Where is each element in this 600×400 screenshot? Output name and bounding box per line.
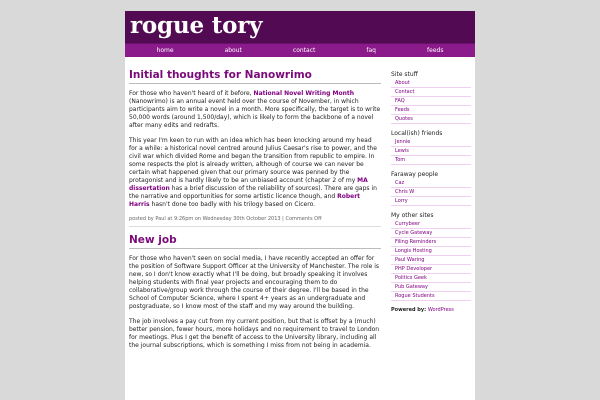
list-item <box>391 238 471 247</box>
nav-about[interactable]: about <box>224 47 242 54</box>
nav-home[interactable]: home <box>156 47 174 54</box>
list-item <box>391 256 471 265</box>
nav-feeds[interactable]: feeds <box>427 47 444 54</box>
other-sites-block <box>391 212 471 301</box>
sidebar-link[interactable]: Contact <box>395 89 415 95</box>
link-ma-dissertation[interactable]: MA dissertation <box>129 177 368 192</box>
text: hasn't done too badly with his trilogy based on Cicero. <box>149 201 316 208</box>
list-item <box>391 79 471 88</box>
site-stuff-list <box>391 79 471 124</box>
post-body <box>129 90 381 209</box>
site-header <box>125 11 475 43</box>
sidebar-link[interactable]: About <box>395 80 410 86</box>
list-item <box>391 88 471 97</box>
sidebar-link[interactable]: FAQ <box>395 98 405 104</box>
post-paragraph: For those who haven't seen on social media, I have recently accepted an offer for the position of Software Support Officer at the University of Manchester. The role is new, so I don't know exactly what I'll be doing, but broadly speaking it involves helping students with final year projects and encouraging them to do collaborative/group work through the course of their degree. I'll be based in the School of Computer Science, where I spent 4+ years as an undergraduate and postgraduate, so I know most of the staff and my way around the building. <box>129 255 380 310</box>
sidebar-link[interactable]: Politics Geek <box>395 275 427 281</box>
post-body <box>129 255 381 350</box>
text: This year I'm keen to run with an idea which has been knocking around my head for a while: a historical novel centred around Julius Caesar's rise to power, and the civil war which divided Rome and began the transition from republic to empire. In some respects the plot is already written, although of course we can never be certain what happened given that our primary source was penned by the protagonist and is hardly likely to be an unbiased account (chapter 2 of my <box>129 137 377 184</box>
list-item <box>391 179 471 188</box>
list-item <box>391 197 471 206</box>
post-paragraph: The job involves a pay cut from my current position, but that is offset by a (much) better pension, fewer hours, more holidays and no requirement to travel to London for meetings. Plus I get the benefit of access to the University library, including all the journal subscriptions, which is something I miss from not being in academia. <box>129 318 380 349</box>
sidebar-heading: Site stuff <box>391 71 418 78</box>
site-title[interactable]: rogue tory <box>130 12 263 39</box>
sidebar-link[interactable]: Cycle Gateway <box>395 230 433 236</box>
local-friends-list <box>391 138 471 165</box>
post <box>129 234 381 350</box>
sidebar-link[interactable]: Rogue Students <box>395 293 435 299</box>
list-item <box>391 147 471 156</box>
sidebar-link[interactable]: Longis Hosting <box>395 248 432 254</box>
post <box>129 69 381 227</box>
nav-contact[interactable]: contact <box>292 47 316 54</box>
sidebar-link[interactable]: Chris W <box>395 189 415 195</box>
sidebar-link[interactable]: Currybeer <box>395 221 421 227</box>
sidebar-link[interactable]: Tom <box>395 157 406 163</box>
list-item <box>391 247 471 256</box>
sidebar-link[interactable]: Jennie <box>395 139 411 145</box>
list-item <box>391 97 471 106</box>
sidebar-link[interactable]: Lewis <box>395 148 409 154</box>
page-container <box>125 11 475 400</box>
sidebar-link[interactable]: Caz <box>395 180 405 186</box>
sidebar-heading: Local(ish) friends <box>391 130 443 137</box>
comments-link[interactable]: Comments Off <box>285 216 322 222</box>
list-item <box>391 156 471 165</box>
link-nanowrimo[interactable]: National Novel Writing Month <box>253 90 355 97</box>
list-item <box>391 229 471 238</box>
list-item <box>391 292 471 301</box>
list-item <box>391 106 471 115</box>
other-sites-list <box>391 220 471 301</box>
local-friends-block <box>391 130 471 165</box>
list-item <box>391 274 471 283</box>
list-item <box>391 115 471 124</box>
list-item <box>391 138 471 147</box>
site-stuff-block <box>391 71 471 124</box>
sidebar-heading: Faraway people <box>391 171 439 178</box>
nav-faq[interactable]: faq <box>366 47 376 54</box>
text: For those who haven't heard of it before, <box>129 90 254 97</box>
sidebar-link[interactable]: Filing Reminders <box>395 239 437 245</box>
sidebar-link[interactable]: Pub Gateway <box>395 284 428 290</box>
list-item <box>391 220 471 229</box>
text: (Nanowrimo) is an annual event held over the course of November, in which participants aim to write a novel in a month. More specifically, the target is to write 50,000 words (around 1,500/day), which is likely to form the backbone of a novel after many edits and redrafts. <box>129 98 381 129</box>
wordpress-link[interactable]: WordPress <box>427 307 454 313</box>
powered-by <box>391 307 471 313</box>
text: has a brief discussion of the reliability of sources). There are gaps in the narrative and opportunities for some artistic licence though, and <box>129 185 377 200</box>
main-nav <box>125 43 475 57</box>
list-item <box>391 283 471 292</box>
sidebar-link[interactable]: Quotes <box>395 116 413 122</box>
faraway-block <box>391 171 471 206</box>
main-content <box>129 69 381 357</box>
post-paragraph <box>129 137 381 209</box>
sidebar-link[interactable]: Feeds <box>395 107 410 113</box>
list-item <box>391 188 471 197</box>
sidebar-link[interactable]: PHP Developer <box>395 266 433 272</box>
post-title[interactable]: Initial thoughts for Nanowrimo <box>129 69 381 84</box>
post-title[interactable]: New job <box>129 234 381 249</box>
sidebar <box>391 71 471 313</box>
post-meta <box>129 216 381 227</box>
sidebar-link[interactable]: Lorry <box>395 198 408 204</box>
list-item <box>391 265 471 274</box>
sidebar-heading: My other sites <box>391 212 434 219</box>
faraway-list <box>391 179 471 206</box>
link-robert-harris[interactable]: Robert Harris <box>129 193 361 208</box>
powered-by-label: Powered by: <box>391 307 428 313</box>
post-meta-text: posted by Paul at 9:26pm on Wednesday 30th October 2013 | <box>129 216 286 222</box>
post-paragraph <box>129 90 381 130</box>
sidebar-link[interactable]: Paul Waring <box>395 257 425 263</box>
